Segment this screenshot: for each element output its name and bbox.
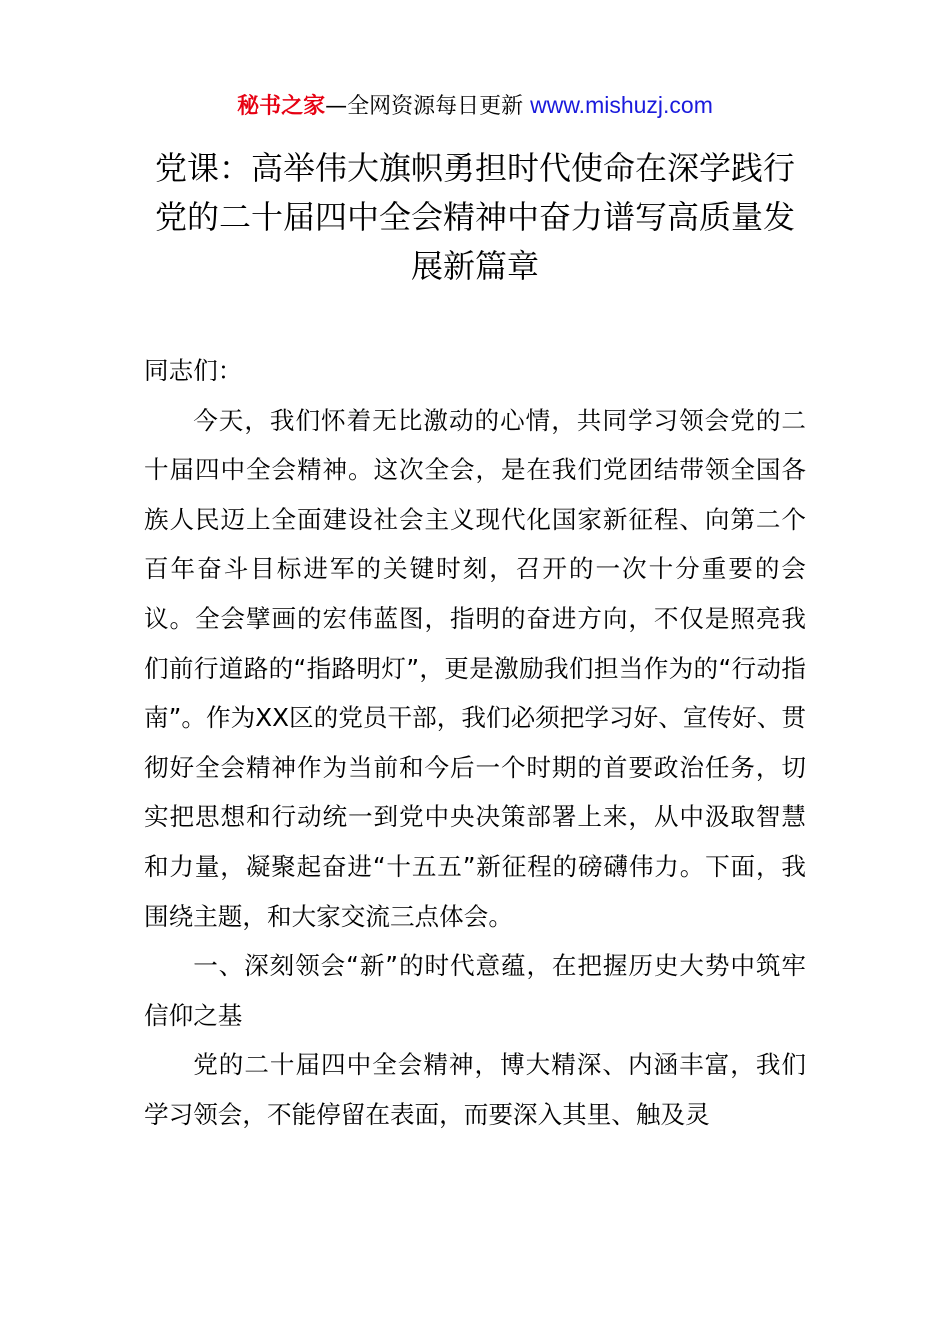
- brand-name: 秘书之家: [237, 94, 326, 119]
- title-line-1: 党课：高举伟大旗帜勇担时代使命在深学践行: [154, 149, 795, 187]
- header-tagline: —全网资源每日更新: [325, 94, 531, 119]
- site-header: [0, 88, 950, 124]
- paragraph-intro: 今天，我们怀着无比激动的心情，共同学习领会党的二十届四中全会精神。这次全会，是在我们党团结带领全国各族人民迈上全面建设社会主义现代化国家新征程、向第二个百年奋斗目标进军的关键时刻，召开的一次十分重要的会议。全会擘画的宏伟蓝图，指明的奋进方向，不仅是照亮我们前行道路的“指路明灯”，更是激励我们担当作为的“行动指南”。作为XX区的党员干部，我们必须把学习好、宣传好、贯彻好全会精神作为当前和今后一个时期的首要政治任务，切实把思想和行动统一到党中央决策部署上来，从中汲取智慧和力量，凝聚起奋进“十五五”新征程的磅礴伟力。下面，我围绕主题，和大家交流三点体会。: [144, 405, 806, 931]
- title-line-3: 展新篇章: [410, 247, 539, 285]
- salutation: 同志们：: [144, 356, 243, 385]
- document-body: [144, 346, 806, 1140]
- document-title: [140, 144, 810, 291]
- section-heading-1: 一、深刻领会“新”的时代意蕴，在把握历史大势中筑牢信仰之基: [144, 951, 806, 1030]
- paragraph-section-1: 党的二十届四中全会精神，博大精深、内涵丰富，我们学习领会，不能停留在表面，而要深入其里、触及灵: [144, 1050, 806, 1129]
- site-url-link[interactable]: www.mishuzj.com: [530, 92, 713, 118]
- title-line-2: 党的二十届四中全会精神中奋力谱写高质量发: [154, 198, 795, 236]
